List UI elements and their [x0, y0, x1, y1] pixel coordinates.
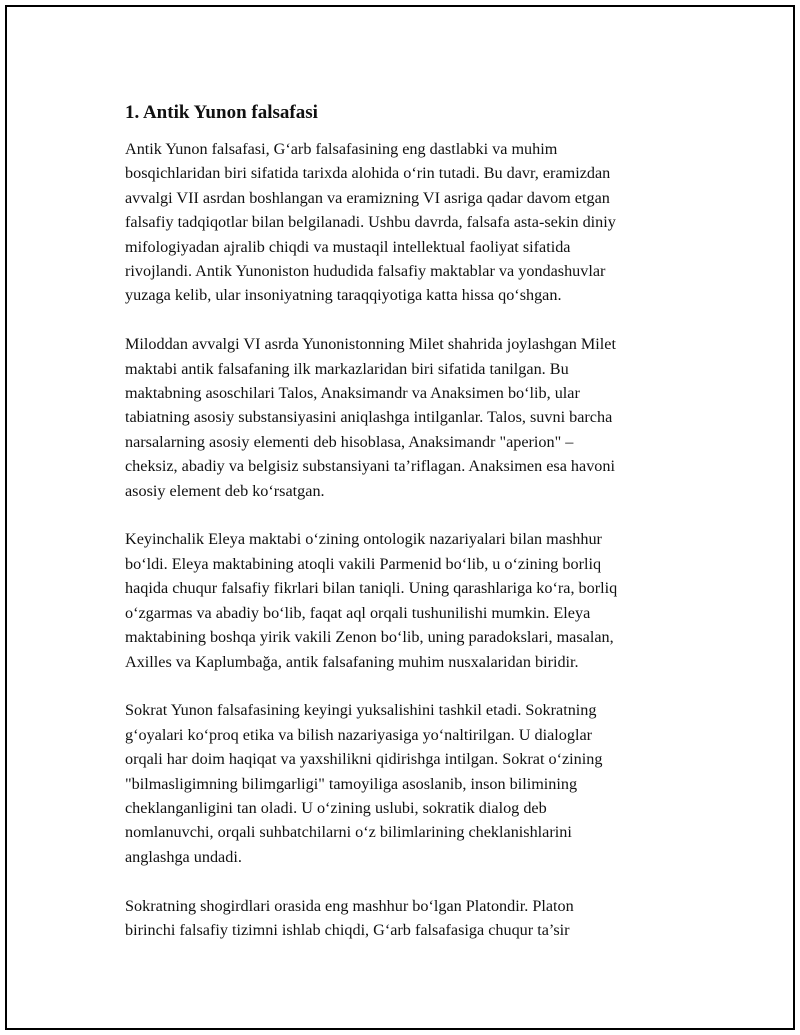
paragraph-line: Keyinchalik Eleya maktabi o‘zining ontologik nazariyalari bilan mashhur: [125, 530, 602, 549]
paragraph-line: haqida chuqur falsafiy fikrlari bilan taniqli. Uning qarashlariga ko‘ra, borliq: [125, 579, 618, 598]
paragraph-line: bosqichlaridan biri sifatida tarixda alohida o‘rin tutadi. Bu davr, eramizdan: [125, 164, 611, 183]
paragraph-line: cheksiz, abadiy va belgisiz substansiyani ta’riflagan. Anaksimen esa havoni: [125, 457, 615, 476]
paragraph-line: mifologiyadan ajralib chiqdi va mustaqil intellektual faoliyat sifatida: [125, 237, 571, 256]
paragraph-line: falsafiy tadqiqotlar bilan belgilanadi. Ushbu davrda, falsafa asta-sekin diniy: [125, 213, 616, 232]
page-frame: [5, 5, 795, 1030]
paragraph-2: [125, 332, 697, 503]
paragraph-line: rivojlandi. Antik Yunoniston hududida falsafiy maktablar va yondashuvlar: [125, 262, 606, 281]
paragraph-line: yuzaga kelib, ular insoniyatning taraqqiyotiga katta hissa qo‘shgan.: [125, 286, 562, 305]
paragraph-line: birinchi falsafiy tizimni ishlab chiqdi, G‘arb falsafasiga chuqur ta’sir: [125, 920, 570, 939]
paragraph-line: Antik Yunon falsafasi, G‘arb falsafasining eng dastlabki va muhim: [125, 140, 558, 158]
paragraph-4: [125, 698, 697, 869]
paragraph-line: "bilmasligimning bilimgarligi" tamoyiliga asoslanib, inson bilimining: [125, 774, 578, 793]
paragraph-line: avvalgi VII asrdan boshlangan va eramizning VI asriga qadar davom etgan: [125, 188, 610, 207]
paragraph-line: cheklanganligini tan oladi. U o‘zining uslubi, sokratik dialog deb: [125, 798, 547, 817]
paragraph-line: bo‘ldi. Eleya maktabining atoqli vakili Parmenid bo‘lib, u o‘zining borliq: [125, 554, 602, 573]
paragraph-line: nomlanuvchi, orqali suhbatchilarni o‘z bilimlarining cheklanishlarini: [125, 823, 572, 842]
paragraph-1: [125, 137, 697, 308]
paragraph-line: g‘oyalari ko‘proq etika va bilish nazariyasiga yo‘naltirilgan. U dialoglar: [125, 725, 593, 744]
document-body: [125, 100, 697, 967]
paragraph-3: [125, 527, 697, 673]
paragraph-line: maktabning asoschilari Talos, Anaksimandr va Anaksimen bo‘lib, ular: [125, 384, 580, 403]
paragraph-line: Sokrat Yunon falsafasining keyingi yuksalishini tashkil etadi. Sokratning: [125, 701, 597, 720]
paragraph-line: anglashga undadi.: [125, 847, 242, 866]
paragraph-line: Sokratning shogirdlari orasida eng mashhur bo‘lgan Platondir. Platon: [125, 896, 574, 915]
paragraph-line: narsalarning asosiy elementi deb hisoblasa, Anaksimandr "aperion" –: [125, 432, 574, 451]
paragraph-line: Miloddan avvalgi VI asrda Yunonistonning Milet shahrida joylashgan Milet: [125, 335, 616, 354]
paragraph-line: o‘zgarmas va abadiy bo‘lib, faqat aql orqali tushunilishi mumkin. Eleya: [125, 603, 591, 622]
paragraph-line: orqali har doim haqiqat va yaxshilikni qidirishga intilgan. Sokrat o‘zining: [125, 750, 603, 769]
section-heading: 1. Antik Yunon falsafasi: [125, 102, 318, 123]
paragraph-5: [125, 894, 697, 943]
paragraph-line: maktabi antik falsafaning ilk markazlaridan biri sifatida tanilgan. Bu: [125, 359, 569, 378]
paragraph-line: tabiatning asosiy substansiyasini aniqlashga intilganlar. Talos, suvni barcha: [125, 408, 613, 427]
paragraph-line: Axilles va Kaplumbağa, antik falsafaning muhim nusxalaridan biridir.: [125, 652, 579, 671]
paragraph-line: maktabining boshqa yirik vakili Zenon bo‘lib, uning paradokslari, masalan,: [125, 628, 614, 647]
paragraph-line: asosiy element deb ko‘rsatgan.: [125, 481, 325, 500]
